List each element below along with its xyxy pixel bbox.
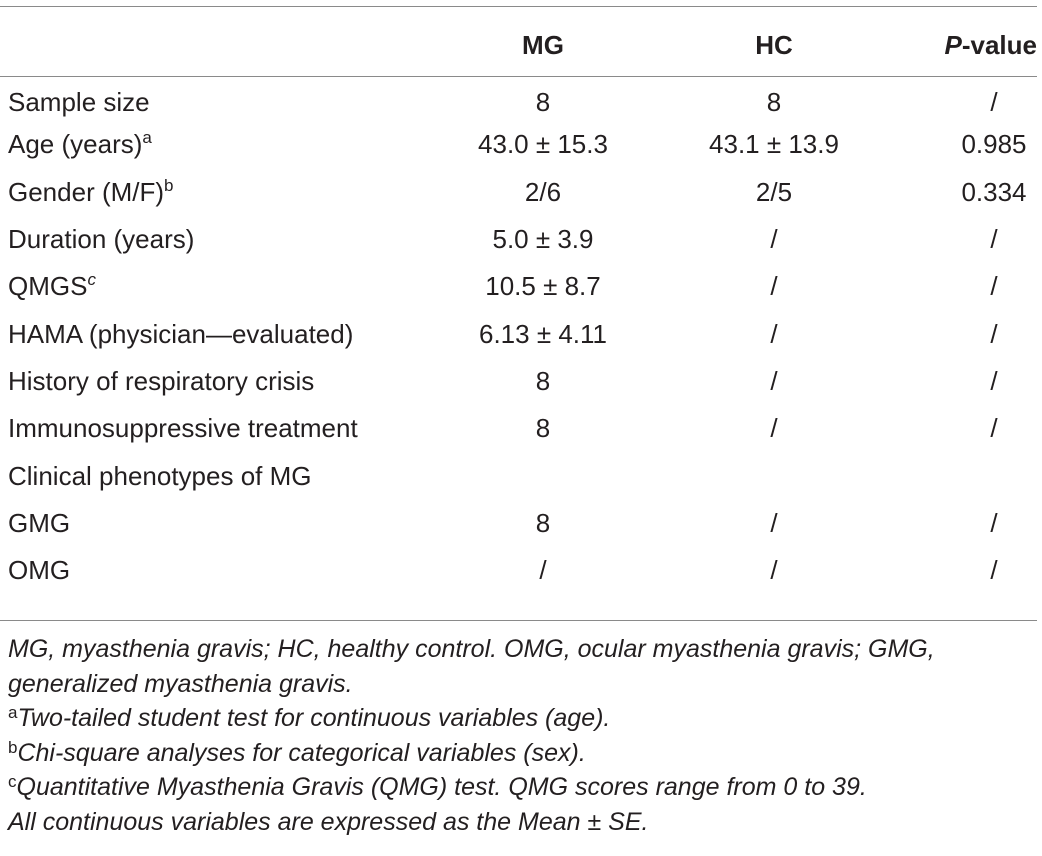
cell-p-value: [890, 547, 1037, 594]
cell-p-value-text: 0.334: [961, 176, 1027, 207]
table-footnotes: [8, 632, 1038, 839]
table-row: [0, 547, 1037, 594]
header-mg: MG: [522, 29, 564, 60]
cell-mg: 2/6: [524, 176, 562, 207]
row-footnote-marker: c: [87, 270, 96, 290]
cell-p-value-text: /: [990, 413, 998, 444]
cell-p-value: [890, 169, 1037, 216]
row-label-text: Duration (years): [8, 224, 195, 255]
cell-p-value: [890, 358, 1037, 405]
row-label: [0, 169, 428, 216]
cell-mg: 43.0 ± 15.3: [478, 129, 608, 160]
cell-mg: 8: [535, 87, 551, 118]
cell-p-value-text: /: [990, 507, 998, 538]
row-footnote-marker: a: [142, 128, 152, 148]
header-row: [0, 16, 1037, 74]
cell-mg: 10.5 ± 8.7: [485, 271, 601, 302]
row-label-text: History of respiratory crisis: [8, 365, 315, 396]
cell-hc: /: [770, 224, 778, 255]
table-row: [0, 263, 1037, 310]
cell-mg: 8: [535, 507, 551, 538]
cell-p-value-text: /: [990, 271, 998, 302]
row-label-text: OMG: [8, 555, 71, 586]
row-label: [0, 216, 428, 263]
cell-hc: 2/5: [755, 176, 793, 207]
row-label-text: HAMA (physician—evaluated): [8, 318, 354, 349]
table-row: [0, 452, 1037, 499]
row-label-text: GMG: [8, 507, 71, 538]
bottom-rule: [0, 620, 1037, 621]
cell-p-value-text: /: [990, 224, 998, 255]
cell-p-value: [890, 216, 1037, 263]
row-label: [0, 500, 428, 547]
row-label-text: Clinical phenotypes of MG: [8, 460, 312, 491]
cell-mg: 8: [535, 413, 551, 444]
top-rule: [0, 6, 1037, 7]
table-row: [0, 169, 1037, 216]
row-label: [0, 310, 428, 357]
cell-hc: /: [770, 271, 778, 302]
footnote-summary: All continuous variables are expressed as the Mean ± SE.: [8, 807, 649, 836]
cell-hc: /: [770, 365, 778, 396]
row-label: [0, 74, 428, 121]
footnote-b: [8, 736, 1038, 771]
table-row: [0, 216, 1037, 263]
cell-p-value: [890, 452, 1037, 499]
table-row: [0, 74, 1037, 121]
header-hc: HC: [755, 29, 793, 60]
footnote-a-marker: a: [8, 703, 18, 722]
cell-hc: /: [770, 507, 778, 538]
cell-mg: 5.0 ± 3.9: [492, 224, 594, 255]
header-label-column: [0, 16, 428, 74]
row-label-text: Gender (M/F): [8, 176, 165, 207]
cell-mg: 6.13 ± 4.11: [479, 318, 607, 349]
footnote-a-text: Two-tailed student test for continuous variables (age).: [17, 704, 611, 732]
row-label: [0, 547, 428, 594]
cell-mg: 8: [535, 365, 551, 396]
row-footnote-marker: b: [164, 175, 174, 195]
demographics-table: [0, 16, 1037, 594]
row-label: [0, 121, 428, 168]
footnote-b-text: Chi-square analyses for categorical variables (sex).: [17, 738, 586, 767]
footnote-c-text: Quantitative Myasthenia Gravis (QMG) test. QMG scores range from 0 to 39.: [16, 773, 867, 801]
cell-hc: /: [770, 413, 778, 444]
cell-p-value: [890, 500, 1037, 547]
cell-p-value: [890, 263, 1037, 310]
row-label-text: Sample size: [8, 87, 150, 118]
cell-p-value: [890, 405, 1037, 452]
cell-hc: 8: [766, 87, 782, 118]
cell-p-value: [890, 74, 1037, 121]
row-label: [0, 452, 428, 499]
footnote-c-marker: c: [8, 772, 17, 791]
cell-hc: 43.1 ± 13.9: [709, 129, 839, 160]
table-row: [0, 121, 1037, 168]
header-p-suffix: -value: [961, 29, 1037, 60]
table-row: [0, 358, 1037, 405]
cell-p-value-text: /: [990, 365, 998, 396]
footnote-a: [8, 701, 1038, 736]
row-label-text: QMGS: [8, 271, 88, 302]
footnote-c: [8, 770, 1038, 805]
cell-mg: /: [539, 555, 547, 586]
row-label-text: Age (years): [8, 129, 143, 160]
table-row: [0, 310, 1037, 357]
header-p-value: [890, 16, 1037, 74]
row-label: [0, 263, 428, 310]
table-row: [0, 500, 1037, 547]
header-p-letter: P: [944, 29, 962, 60]
cell-p-value-text: 0.985: [961, 129, 1027, 160]
table-row: [0, 405, 1037, 452]
cell-p-value: [890, 121, 1037, 168]
abbreviations-line-2: generalized myasthenia gravis.: [8, 669, 353, 698]
row-label-text: Immunosuppressive treatment: [8, 413, 358, 444]
cell-p-value-text: /: [990, 87, 998, 118]
cell-p-value: [890, 310, 1037, 357]
cell-p-value-text: /: [990, 555, 998, 586]
cell-mg: [428, 452, 658, 499]
cell-hc: [658, 452, 890, 499]
abbreviations-line-1: MG, myasthenia gravis; HC, healthy control. OMG, ocular myasthenia gravis; GMG,: [8, 635, 935, 663]
cell-hc: /: [770, 318, 778, 349]
cell-p-value-text: /: [990, 318, 998, 349]
row-label: [0, 358, 428, 405]
row-label: [0, 405, 428, 452]
footnote-b-marker: b: [8, 737, 18, 757]
cell-hc: /: [770, 555, 778, 586]
